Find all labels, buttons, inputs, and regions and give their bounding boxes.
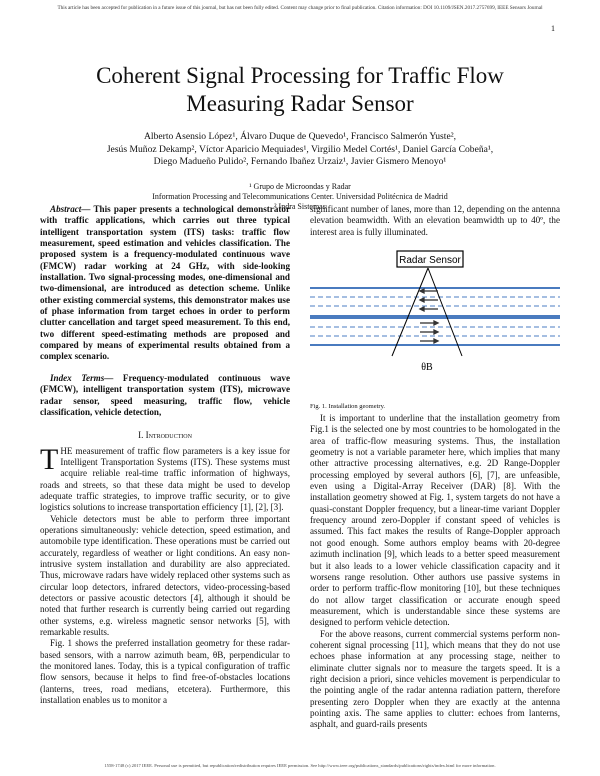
body-paragraph: It is important to underline that the installation geometry from Fig.1 is the selected one by most countries to be homologated in the area of traffic-flow measuring systems. Thus, the installation geometry is not a variable parameter here, which implies that many other attractive processing alternatives, e.g. 2D Range-Doppler processing employed by several authors [6], [7], are unfeasible, even using a Digital-Array Receiver (DAR) [8]. With the installation geometry showed at Fig. 1, system targets do not have a quasi-constant Doppler frequency, but a linear-time variant Doppler frequency around zero-Doppler if constant speed of vehicles is assumed. This fact makes the results of Range-Doppler approach not good enough. Some authors employ beams with 20-degree azimuth inclination [9], which leads to a better speed measurement but it also leads to a lower vehicle classification capacity and it worsens range resolution. Other authors use passive systems in order to perform traffic-flow monitoring [10], but these techniques do not allow target classification or accurate enough speed measurement, which is understandable since these systems are designed to perform vehicle detection.	[310, 413, 560, 628]
index-terms-text: Frequency-modulated continuous wave (FMCW), intelligent transportation system (ITS), microwave radar sensor, speed measuring, traffic flow, vehicle classification, vehicle detection,	[40, 372, 290, 417]
section-heading: I. Introduction	[138, 430, 192, 441]
intro-paragraph: Fig. 1 shows the preferred installation geometry for these radar-based sensors, with a narrow azimuth beam, θB, perpendicular to the monitored lanes. Today, this is a typical configuration of traffic flow sensors, because it helps to find free-of-obstacles locations (lanterns, trees, road medians, etcetera). Furthermore, this installation enables us to monitor a	[40, 638, 290, 706]
beam-lines	[392, 268, 462, 356]
author-line: Alberto Asensio López¹, Álvaro Duque de Quevedo¹, Francisco Salmerón Yuste²,	[143, 131, 456, 142]
left-column	[40, 204, 290, 706]
intro-paragraph: Vehicle detectors must be able to perform three important operations simultaneously: vehicle detection, speed estimation, and automobile type identification. These operations must be carried out accurately, regardless of weather or light conditions. An easy non-intrusive system installation and durability are also appreciated. Thus, microwave radars have widely replaced other systems such as circular loop detectors, infrared detectors, video-processing-based detectors or passive acoustic detectors [4], although it should be noted that further research is currently being carried out regarding other systems, e.g. wireless magnetic sensor networks [5], with remarkable results.	[40, 513, 290, 638]
author-line: Diego Madueño Pulido², Fernando Ibañez Urzaiz¹, Javier Gismero Menoyo¹	[153, 156, 447, 167]
abstract-text: This paper presents a technological demonstrator with traffic applications, which carries out three typical intelligent transportation system (ITS) tasks: traffic flow measurement, speed estimation and vehicles classification. The proposed system is a frequency-modulated continuous wave (FMCW) radar working at 24 GHz, with side-looking installation. Two signal-processing modes, one-dimensional and two-dimensional, are introduced as detection scheme. Unlike other existing commercial systems, this demonstrator makes use of phase information from target echoes in order to perform clutter cancellation and target speed measurement. To this end, two different speed-estimating methods are proposed and compared by means of experimental results obtained from a complex scenario.	[40, 204, 290, 362]
affiliation-line: Information Processing and Telecommunications Center. Universidad Politécnica de Madrid	[152, 192, 448, 201]
affiliation-line: ¹ Grupo de Microondas y Radar	[249, 182, 351, 191]
road-lanes	[310, 288, 560, 345]
right-column	[310, 204, 560, 731]
abstract-label: Abstract—	[50, 204, 91, 214]
figure-caption: Fig. 1. Installation geometry.	[310, 403, 386, 411]
abstract	[40, 204, 290, 363]
index-terms	[40, 373, 290, 418]
body-paragraph: significant number of lanes, more than 12, depending on the antenna elevation beamwidth. With an elevation beamwidth up to 40º, the interest area is fully illuminated.	[310, 204, 560, 237]
beam-angle-label: θB	[421, 362, 433, 374]
paper-title: Coherent Signal Processing for Traffic Flow Measuring Radar Sensor	[96, 63, 504, 116]
author-list	[40, 131, 560, 169]
page-number: 1	[551, 24, 555, 33]
author-line: Jesús Muñoz Dekamp², Víctor Aparicio Mequiades¹, Virgilio Medel Cortés¹, Daniel García Cobeña¹,	[106, 143, 494, 155]
body-paragraph: For the above reasons, current commercial systems perform non-coherent signal processing [11], which means that they do not use echoes phase information at any processing stage, neither to eliminate clutter signals nor to measure the targets speed. It is a right decision a priori, since vehicles movement is perpendicular to the pointing angle of the radar antenna radiation pattern, therefore presenting zero Doppler when they are exactly at the antenna pointing axis. The same applies to clutter: echoes from lanterns, asphalt, and guard-rails presents	[310, 628, 560, 730]
affiliation-line: ² Indra Sistemas	[274, 202, 326, 211]
publication-notice: This article has been accepted for publication in a future issue of this journal, but has not been fully edited. Content may change prior to final publication. Citation information: DOI 10.1109/JSEN.2017.2757699, IEEE Sensors Journal	[57, 5, 543, 11]
radar-sensor-label: Radar Sensor	[399, 255, 461, 267]
index-terms-label: Index Terms—	[50, 372, 114, 383]
installation-diagram	[310, 248, 560, 398]
intro-paragraph: THE measurement of traffic flow parameters is a key issue for Intelligent Transportation Systems (ITS). These systems must acquire reliable real-time traffic information of highways, roads and streets, so that these data might be used to develop adequate traffic strategies, to improve traffic security, or to give logistics solutions to increase transportation efficiency [1], [2], [3].	[40, 442, 290, 513]
copyright-footer: 1558-1748 (c) 2017 IEEE. Personal use is permitted, but republication/redistribution requires IEEE permission. See http://www.ieee.org/publications_standards/publications/rights/index.html for more information.	[104, 763, 496, 768]
drop-cap: T	[40, 442, 59, 476]
figure-installation-geometry	[310, 248, 560, 398]
